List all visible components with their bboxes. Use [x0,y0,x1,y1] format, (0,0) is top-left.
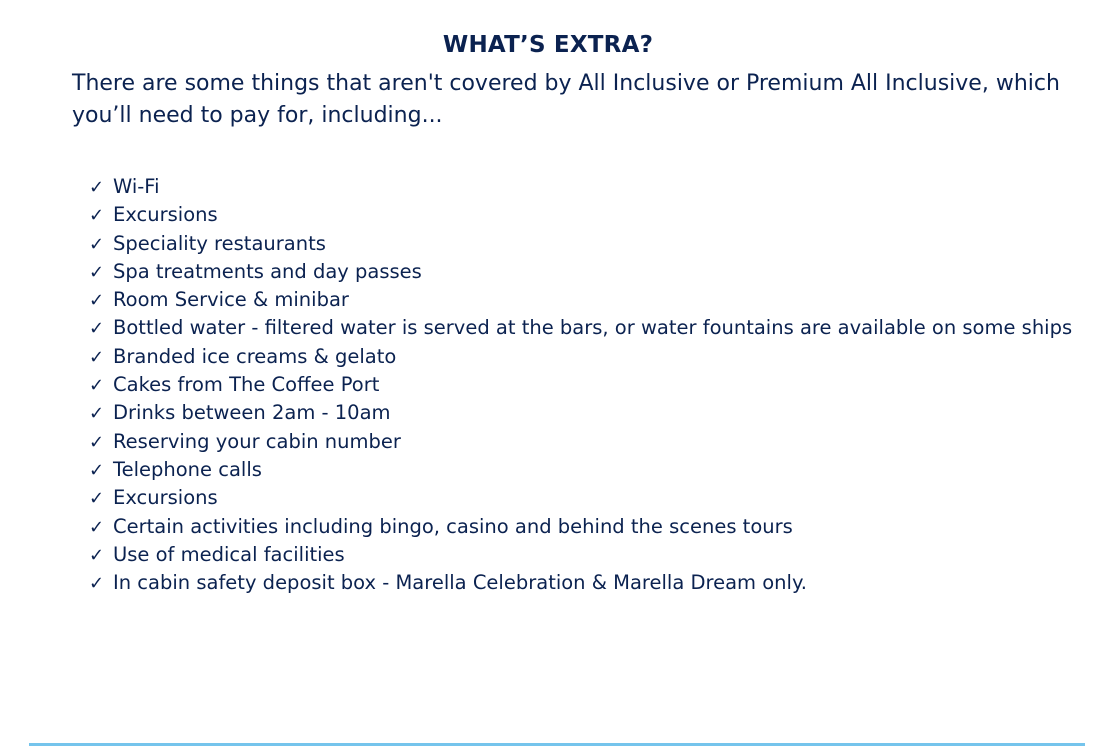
list-item-text: Drinks between 2am - 10am [113,401,391,425]
list-item-text: Spa treatments and day passes [113,259,422,283]
list-item [89,541,1084,569]
page-title: WHAT’S EXTRA? [442,32,654,59]
list-item [89,428,1084,456]
check-icon: ✓ [89,403,105,425]
list-item-text: Speciality restaurants [113,231,326,255]
check-icon: ✓ [89,290,105,312]
list-item-text: In cabin safety deposit box - Marella Celebration & Marella Dream only. [113,571,807,595]
list-item-text: Use of medical facilities [113,542,345,566]
list-item-text: Excursions [113,203,218,227]
check-icon: ✓ [89,177,105,198]
list-item-text: Cakes from The Coffee Port [113,373,380,397]
check-icon: ✓ [89,431,105,453]
list-item [89,314,1084,342]
list-item [89,484,1084,512]
check-icon: ✓ [89,346,105,368]
extras-list [89,173,1084,597]
list-item-text: Certain activities including bingo, casino and behind the scenes tours [113,514,793,538]
list-item [89,513,1084,541]
list-item [89,230,1084,258]
list-item [89,258,1084,286]
check-icon: ✓ [89,318,105,340]
list-item [89,286,1084,314]
list-item-text: Bottled water - filtered water is served at the bars, or water fountains are available on some ships [113,316,1073,340]
check-icon: ✓ [89,544,105,566]
check-icon: ✓ [89,375,105,397]
list-item-text: Reserving your cabin number [113,429,401,453]
list-item [89,343,1084,371]
bottom-divider [29,743,1085,746]
list-item-text: Room Service & minibar [113,288,349,312]
list-item [89,456,1084,484]
list-item [89,173,1084,201]
check-icon: ✓ [89,488,105,510]
list-item [89,399,1084,427]
check-icon: ✓ [89,516,105,538]
list-item-text: Excursions [113,486,218,510]
check-icon: ✓ [89,233,105,255]
check-icon: ✓ [89,459,105,481]
check-icon: ✓ [89,573,105,595]
check-icon: ✓ [89,205,105,227]
list-item [89,201,1084,229]
intro-paragraph: There are some things that aren't covered by All Inclusive or Premium All Inclusive, which you’ll need to pay for, including... [72,71,1060,128]
list-item [89,371,1084,399]
list-item-text: Telephone calls [113,457,262,481]
list-item [89,569,1084,597]
list-item-text: Wi-Fi [113,175,160,198]
list-item-text: Branded ice creams & gelato [113,344,397,368]
check-icon: ✓ [89,261,105,283]
